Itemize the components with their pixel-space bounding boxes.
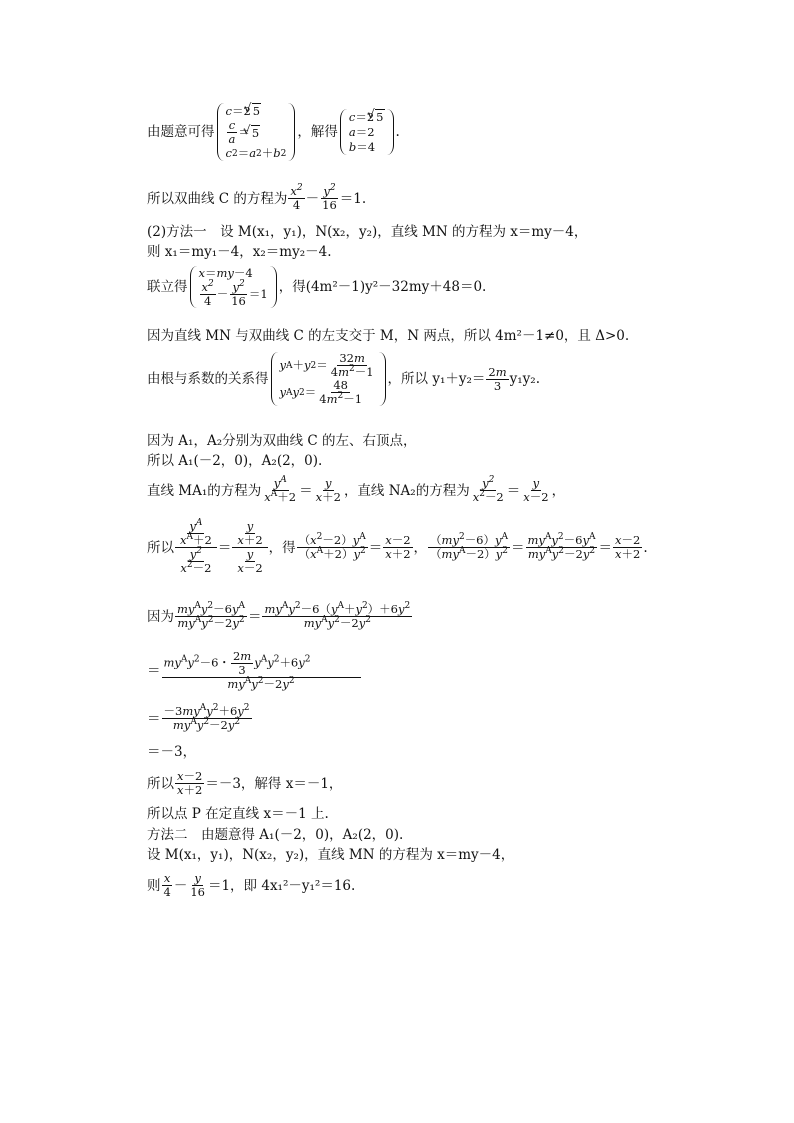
line-method1-setup: (2)方法一 设 M(x₁，y₁)，N(x₂，y₂)，直线 MN 的方程为 x＝my－4， (147, 224, 588, 240)
line-solve: 所以 $\frac{x-2}{x+2}$ ＝－3，解得 x＝－1， (147, 769, 343, 797)
system-solution: c ＝2 √ 5 a ＝2 b ＝4 (340, 109, 394, 155)
line-ratio: 所以 $\frac{\frac{y^A}{x^A+2}}{\frac{y^2}{x^2-2}}$ ＝ $\frac{\frac{y}{x+2}}{\frac{y}{x-2}}$ ，得 $\frac{(x^2-2)y^A}{(x^A+2)y^2}$ ＝ $\frac{x-2}{x+2}$ ， $\frac{(my^2-6)y^A}{(my^A-2)y^2}$ ＝ $\frac{my^Ay^2-6y^A}{my^Ay^2-2y^2}$ ＝ $\frac{x-2}{x+2}$ . (147, 518, 648, 575)
line-method2-equation: 则 $\frac{x}{4}$ － $\frac{y}{16}$ ＝1，即 4x₁²－y₁²＝16. (147, 871, 356, 899)
line-vertices: 因为 A₁，A₂分别为双曲线 C 的左、右顶点， (147, 433, 417, 449)
line-step1: ＝ $my^Ay^2-6$・ $\frac{2m}{3}$ $y^Ay^2+6y^2$ $my^Ay^2-2y^2$ (147, 650, 362, 691)
line-hyperbola-equation: 所以双曲线 C 的方程为 $\frac{x^2}{4}$ － $\frac{y^2}{16}$ ＝1. (147, 183, 367, 212)
line-step2: ＝ $\frac{-3my^Ay^2+6y^2}{my^Ay^2-2y^2}$ (147, 703, 250, 732)
system-combine: x ＝ my －4 $\frac{x^2}{4}$ － $\frac{y^2}{16}$ ＝1 (190, 266, 277, 308)
line-line-equations: 直线 MA₁的方程为 $\frac{y^A}{x^A+2}$ ＝ $\frac{y}{x+2}$ ，直线 NA₂的方程为 $\frac{y^2}{x^2-2}$ ＝ $\frac{y}{x-2}$ ， (147, 475, 566, 504)
line-conclusion: 所以点 P 在定直线 x＝－1 上. (147, 806, 329, 822)
line-x-relations: 则 x₁＝my₁－4，x₂＝my₂－4. (147, 244, 332, 260)
line-conditions: 由题意可得 c ＝2 √ 5 $\frac{c}{a}$ ＝ √ 5 c 2 ＝ a 2 ＋ b 2 ，解得 c ＝2 √ 5 a ＝2 b ＝4 . (147, 103, 400, 161)
line-vieta: 由根与系数的关系得 y A ＋ y 2 ＝ $\frac{32m}{4m^2-1}$ y A y 2 ＝ $\frac{48}{4m^2-1}$ ，所以 y₁＋y₂＝ $\frac{2m}{3}$ y₁y₂. (147, 351, 541, 406)
system-conditions: c ＝2 √ 5 $\frac{c}{a}$ ＝ √ 5 c 2 ＝ a 2 ＋ b 2 (217, 103, 296, 161)
line-method2-setup: 设 M(x₁，y₁)，N(x₂，y₂)，直线 MN 的方程为 x＝my－4， (147, 847, 515, 863)
line-combine: 联立得 x ＝ my －4 $\frac{x^2}{4}$ － $\frac{y^2}{16}$ ＝1 ，得(4m²－1)y²－32my＋48＝0. (147, 266, 487, 308)
line-discriminant: 因为直线 MN 与双曲线 C 的左支交于 M，N 两点，所以 4m²－1≠0，且 Δ>0. (147, 328, 630, 344)
line-because: 因为 $\frac{my^Ay^2-6y^A}{my^Ay^2-2y^2}$ ＝ $\frac{my^Ay^2-6(y^A+y^2)+6y^2}{my^Ay^2-2y^2}$ (147, 601, 411, 630)
line-method2: 方法二 由题意得 A₁(－2，0)，A₂(2，0). (147, 827, 404, 843)
line-vertex-coords: 所以 A₁(－2，0)，A₂(2，0). (147, 453, 323, 469)
system-vieta: y A ＋ y 2 ＝ $\frac{32m}{4m^2-1}$ y A y 2 ＝ $\frac{48}{4m^2-1}$ (271, 352, 386, 406)
line-result: ＝－3， (147, 744, 197, 760)
